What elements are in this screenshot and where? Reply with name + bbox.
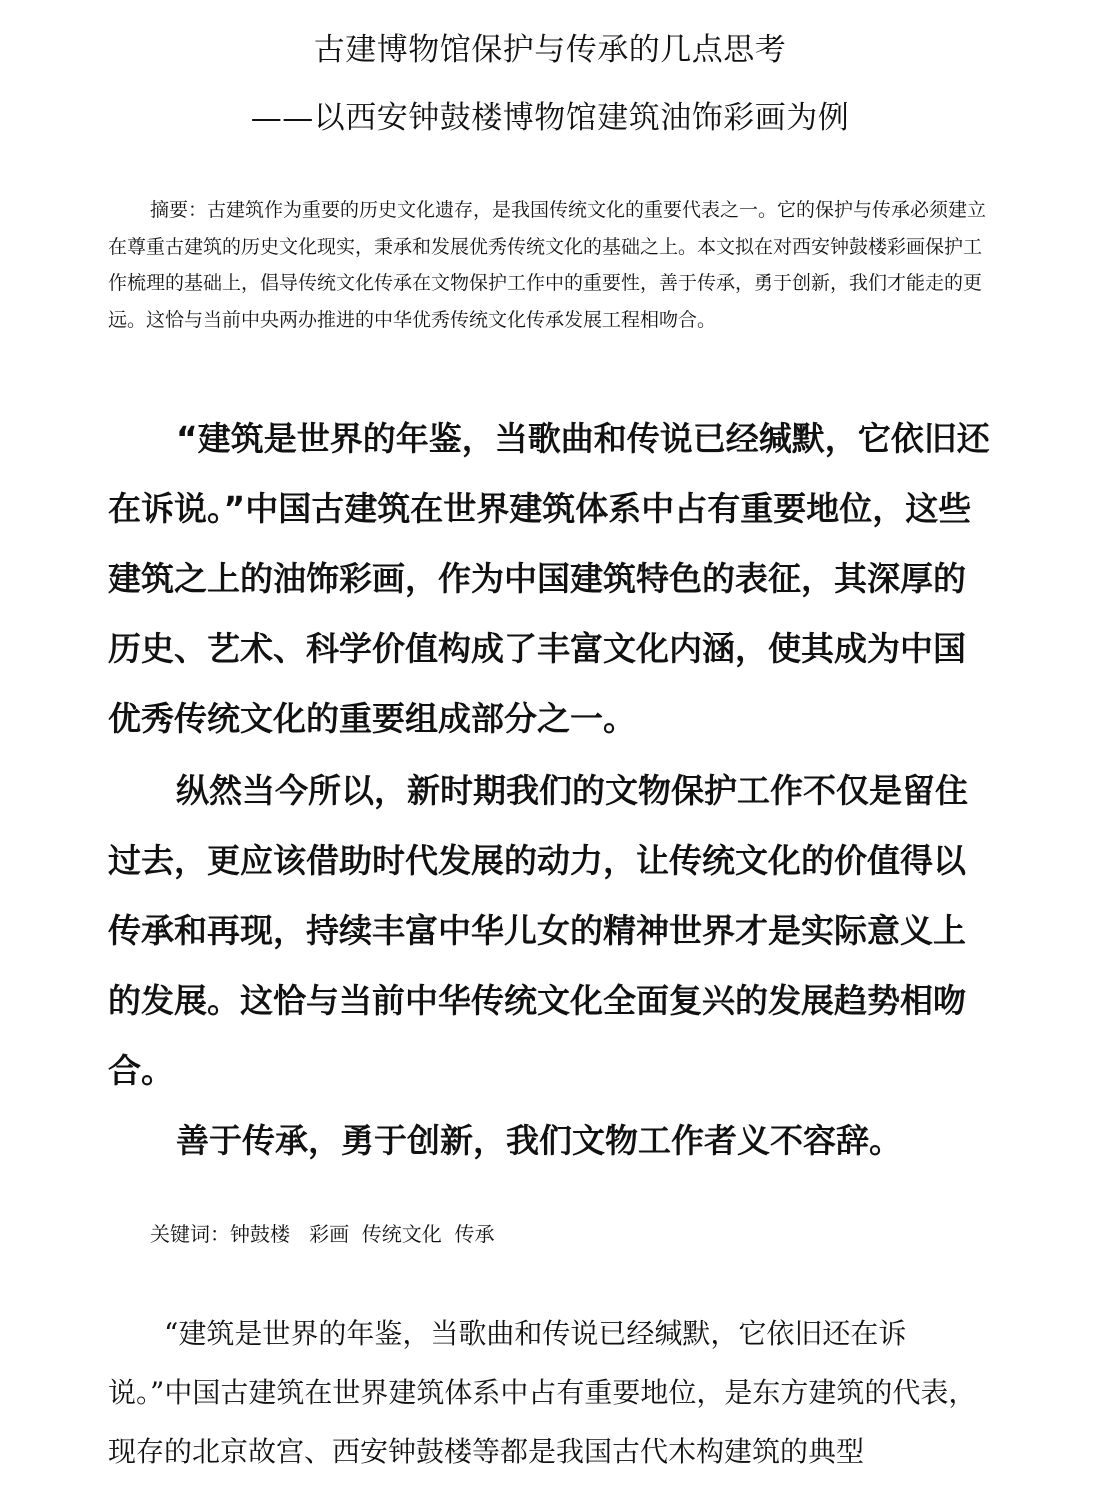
body-paragraph: “建筑是世界的年鉴，当歌曲和传说已经缄默，它依旧还在诉说。”中国古建筑在世界建筑体系中占有重要地位，是东方建筑的代表，现存的北京故宫、西安钟鼓楼等都是我国古代木构建筑的典型 (108, 1317, 977, 1468)
large-quote-paragraph: “建筑是世界的年鉴，当歌曲和传说已经缄默，它依旧还在诉说。”中国古建筑在世界建筑体系中占有重要地位，这些建筑之上的油饰彩画，作为中国建筑特色的表征，其深厚的历史、艺术、科学价值构成了丰富文化内涵，使其成为中国优秀传统文化的重要组成部分之一。 (108, 419, 990, 738)
abstract-paragraph: 摘要：古建筑作为重要的历史文化遗存，是我国传统文化的重要代表之一。它的保护与传承必须建立在尊重古建筑的历史文化现实，秉承和发展优秀传统文化的基础之上。本文拟在对西安钟鼓楼彩画保护工作梳理的基础上，倡导传统文化传承在文物保护工作中的重要性，善于传承，勇于创新，我们才能走的更远。这恰与当前中央两办推进的中华优秀传统文化传承发展工程相吻合。 (108, 199, 987, 331)
keywords-line: 关键词：钟鼓楼 彩画 传统文化 传承 (150, 1222, 495, 1246)
document-title: 古建博物馆保护与传承的几点思考 (313, 32, 787, 68)
large-heritage-paragraph: 纵然当今所以，新时期我们的文物保护工作不仅是留住过去，更应该借助时代发展的动力，让传统文化的价值得以传承和再现，持续丰富中华儿女的精神世界才是实际意义上的发展。这恰与当前中华传统文化全面复兴的发展趋势相吻合。 (108, 771, 968, 1090)
large-closing-paragraph: 善于传承，勇于创新，我们文物工作者义不容辞。 (176, 1121, 902, 1160)
document-subtitle: ——以西安钟鼓楼博物馆建筑油饰彩画为例 (250, 100, 850, 136)
